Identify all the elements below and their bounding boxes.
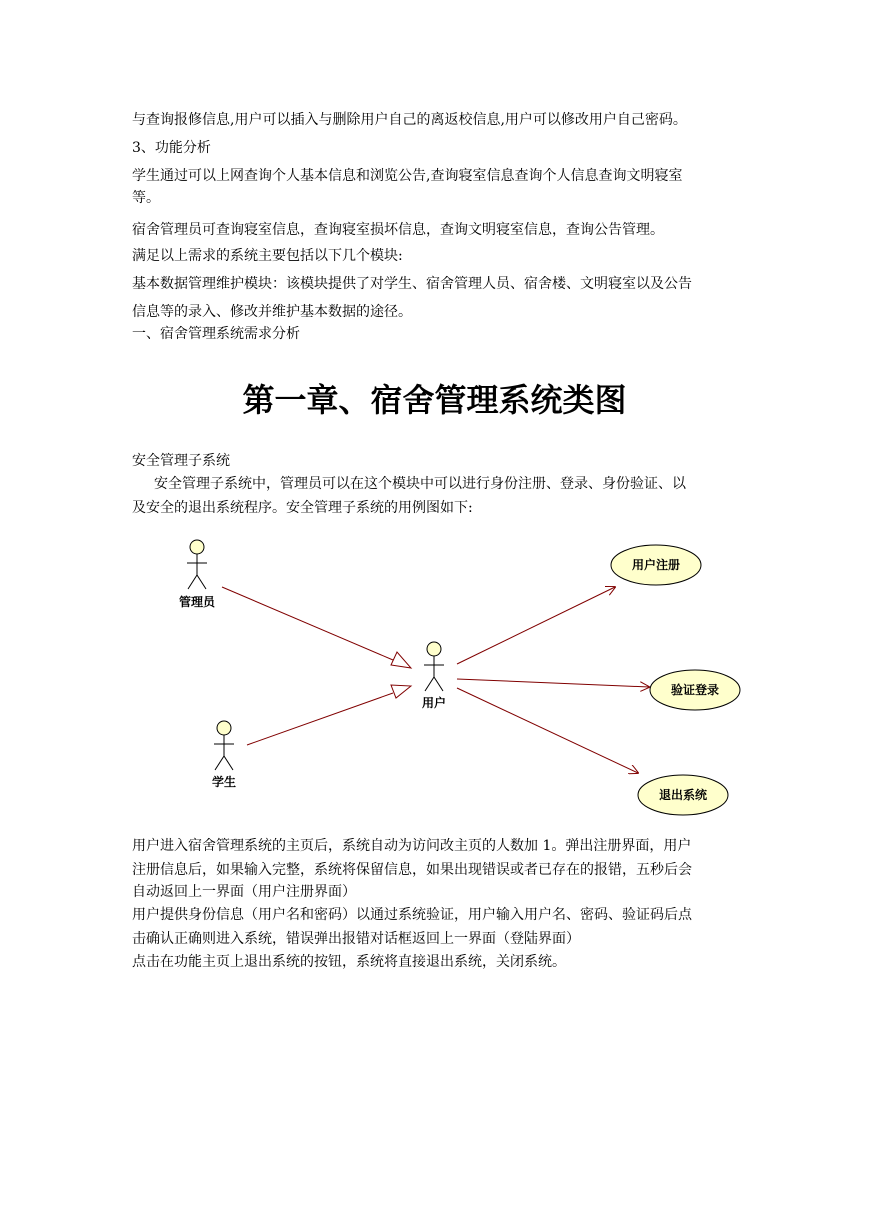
use-case-diagram — [0, 525, 869, 825]
association-user-register — [457, 587, 615, 664]
section-heading: 一、宿舍管理系统需求分析 — [132, 326, 300, 342]
student-actor-icon — [214, 721, 234, 770]
description-line: 自动返回上一界面（用户注册界面） — [132, 884, 356, 900]
description-line: 用户进入宿舍管理系统的主页后，系统自动为访问改主页的人数加 1。弹出注册界面，用户 — [132, 838, 692, 854]
usecase-login-label: 验证登录 — [670, 683, 720, 697]
usecase-login — [650, 670, 740, 710]
body-line: 及安全的退出系统程序。安全管理子系统的用例图如下: — [132, 500, 473, 516]
description-line: 点击在功能主页上退出系统的按钮，系统将直接退出系统，关闭系统。 — [132, 954, 566, 970]
usecase-register-label: 用户注册 — [631, 558, 681, 572]
intro-line: 宿舍管理员可查询寝室信息，查询寝室损坏信息，查询文明寝室信息，查询公告管理。 — [132, 222, 664, 238]
admin-actor-label: 管理员 — [178, 595, 216, 609]
association-user-exit — [457, 688, 638, 773]
description-line: 击确认正确则进入系统，错误弹出报错对话框返回上一界面（登陆界面） — [132, 931, 580, 947]
description-line: 用户提供身份信息（用户名和密码）以通过系统验证，用户输入用户名、密码、验证码后点 — [132, 907, 692, 923]
chapter-title: 第一章、宿舍管理系统类图 — [242, 381, 627, 419]
usecase-exit-label: 退出系统 — [658, 788, 708, 802]
usecase-register — [611, 545, 701, 585]
user-actor-icon — [424, 642, 444, 691]
intro-line: 与查询报修信息,用户可以插入与删除用户自己的离返校信息,用户可以修改用户自己密码。 — [132, 112, 687, 128]
body-line: 安全管理子系统中，管理员可以在这个模块中可以进行身份注册、登录、身份验证、以 — [154, 476, 686, 492]
admin-actor-icon — [187, 540, 207, 589]
intro-line: 满足以上需求的系统主要包括以下几个模块: — [132, 248, 403, 264]
generalization-student-user — [247, 685, 411, 745]
user-actor-label: 用户 — [421, 696, 447, 710]
section-number-heading: 3、功能分析 — [132, 140, 211, 156]
intro-line: 信息等的录入、修改并维护基本数据的途径。 — [132, 304, 412, 320]
association-user-login — [457, 679, 649, 687]
student-actor-label: 学生 — [211, 775, 237, 789]
subsystem-title: 安全管理子系统 — [132, 453, 230, 469]
description-line: 注册信息后，如果输入完整，系统将保留信息，如果出现错误或者已存在的报错，五秒后会 — [132, 862, 692, 878]
generalization-admin-user — [222, 587, 411, 668]
intro-line: 等。 — [132, 190, 160, 206]
intro-line: 基本数据管理维护模块：该模块提供了对学生、宿舍管理人员、宿舍楼、文明寝室以及公告 — [132, 276, 692, 292]
usecase-exit — [638, 775, 728, 815]
intro-line: 学生通过可以上网查询个人基本信息和浏览公告,查询寝室信息查询个人信息查询文明寝室 — [132, 168, 683, 184]
